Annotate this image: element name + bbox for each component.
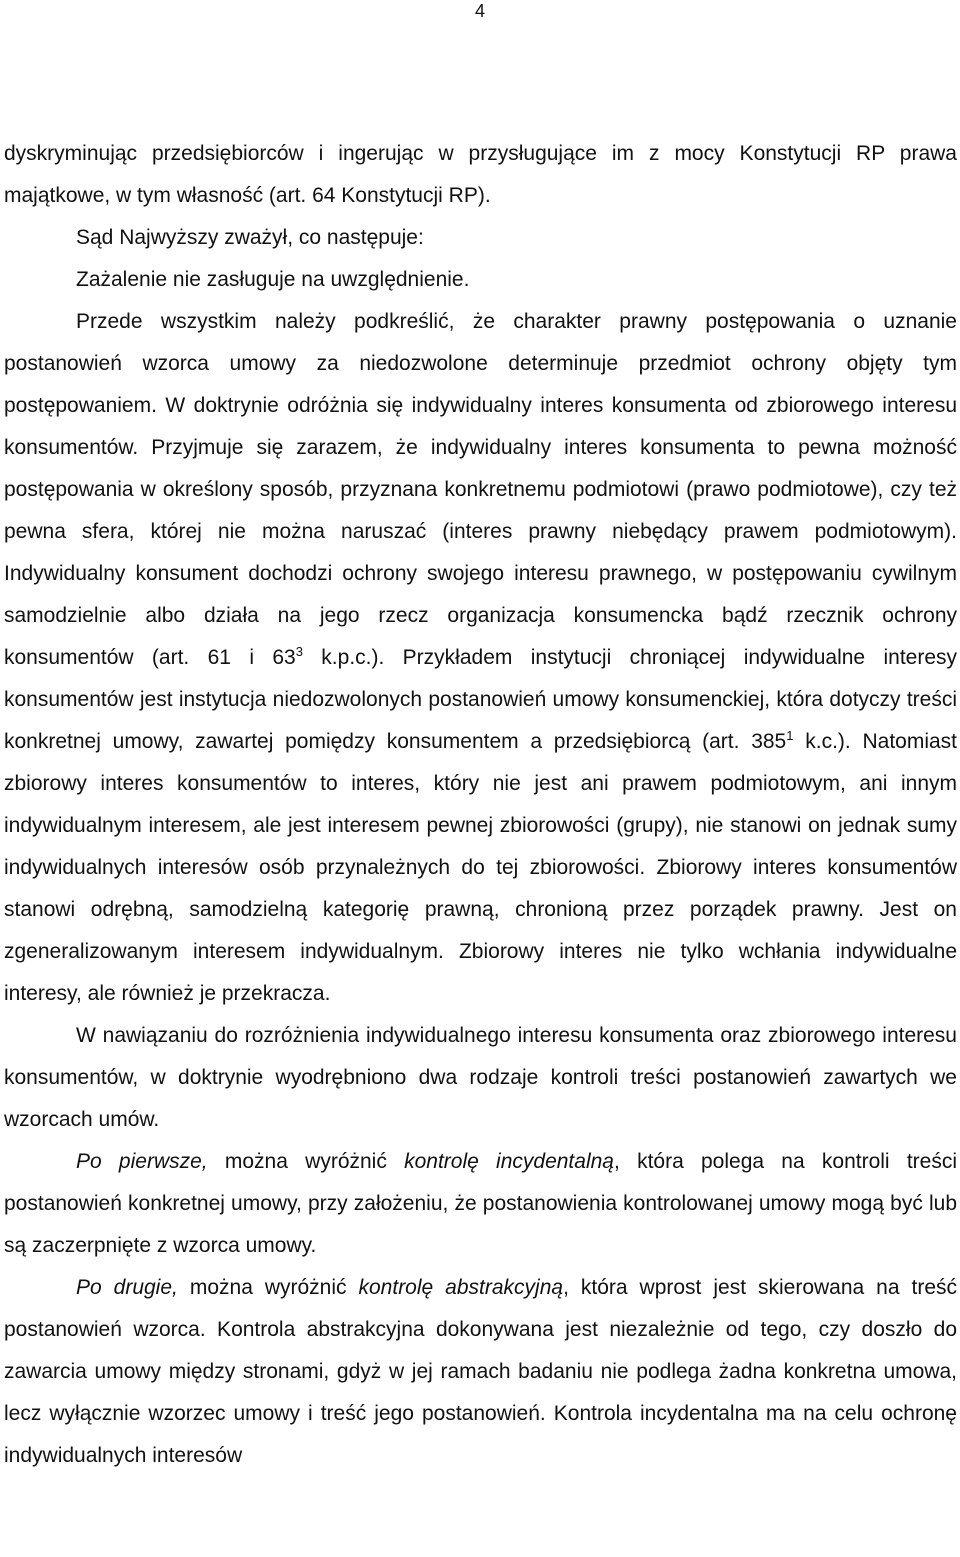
paragraph-3: Zażalenie nie zasługuje na uwzględnienie.: [76, 268, 470, 291]
paragraph-6-part-b: , która polega na kontroli treści postanowień konkretnej umowy, przy założeniu, że postanowienia kontrolowanej umowy mogą być lub są zaczerpnięte z wzorca umowy.: [4, 1150, 958, 1257]
superscript-1: 3: [295, 644, 303, 659]
paragraph-4-part-b: k.p.c.). Przykładem instytucji chroniącej indywidualne interesy konsumentów jest instytucja niedozwolonych postanowień umowy konsumenckiej, która dotyczy treści konkretnej umowy, zawartej pomiędzy konsumentem a przedsiębiorcą (art. 385: [4, 646, 957, 753]
paragraph-6-term: kontrolę incydentalną: [404, 1150, 614, 1173]
paragraph-6: [4, 1141, 957, 1267]
paragraph-4-part-a: Przede wszystkim należy podkreślić, że charakter prawny postępowania o uznanie postanowień wzorca umowy za niedozwolone determinuje przedmiot ochrony objęty tym postępowaniem. W doktrynie odróżnia się indywidualny interes konsumenta od zbiorowego interesu konsumentów. Przyjmuje się zarazem, że indywidualny interes konsumenta to pewna możność postępowania w określony sposób, przyznana konkretnemu podmiotowi (prawo podmiotowe), czy też pewna sfera, której nie można naruszać (interes prawny niebędący prawem podmiotowym). Indywidualny konsument dochodzi ochrony swojego interesu prawnego, w postępowaniu cywilnym samodzielnie albo działa na jego rzecz organizacja konsumencka bądź rzecznik ochrony konsumentów (art. 61 i 63: [4, 310, 957, 669]
superscript-2: 1: [786, 728, 794, 743]
paragraph-7-part-a: można wyróżnić: [177, 1276, 359, 1299]
paragraph-4-part-c: k.c.). Natomiast zbiorowy interes konsumentów to interes, który nie jest ani prawem podmiotowym, ani innym indywidualnym interesem, ale jest interesem pewnej zbiorowości (grupy), nie stanowi on jednak sumy indywidualnych interesów osób przynależnych do tej zbiorowości. Zbiorowy interes konsumentów stanowi odrębną, samodzielną kategorię prawną, chronioną przez porządek prawny. Jest on zgeneralizowanym interesem indywidualnym. Zbiorowy interes nie tylko wchłania indywidualne interesy, ale również je przekracza.: [4, 730, 958, 1005]
paragraph-4: [4, 301, 957, 1015]
paragraph-5: W nawiązaniu do rozróżnienia indywidualnego interesu konsumenta oraz zbiorowego interesu konsumentów, w doktrynie wyodrębniono dwa rodzaje kontroli treści postanowień zawartych we wzorcach umów.: [4, 1024, 957, 1131]
paragraph-7: [4, 1267, 957, 1477]
paragraph-7-term: kontrolę abstrakcyjną: [358, 1276, 564, 1299]
document-body: [4, 133, 957, 1477]
paragraph-1: dyskryminując przedsiębiorców i ingerując w przysługujące im z mocy Konstytucji RP prawa majątkowe, w tym własność (art. 64 Konstytucji RP).: [4, 142, 957, 207]
paragraph-6-part-a: można wyróżnić: [207, 1150, 405, 1173]
paragraph-7-lead: Po drugie,: [76, 1276, 178, 1299]
paragraph-2: Sąd Najwyższy zważył, co następuje:: [76, 226, 424, 249]
page-number: 4: [474, 1, 485, 21]
paragraph-6-lead: Po pierwsze,: [76, 1150, 208, 1173]
paragraph-7-part-b: , która wprost jest skierowana na treść postanowień wzorca. Kontrola abstrakcyjna dokonywana jest niezależnie od tego, czy doszło do zawarcia umowy między stronami, gdyż w jej ramach badaniu nie podlega żadna konkretna umowa, lecz wyłącznie wzorzec umowy i treść jego postanowień. Kontrola incydentalna ma na celu ochronę indywidualnych interesów: [4, 1276, 958, 1467]
